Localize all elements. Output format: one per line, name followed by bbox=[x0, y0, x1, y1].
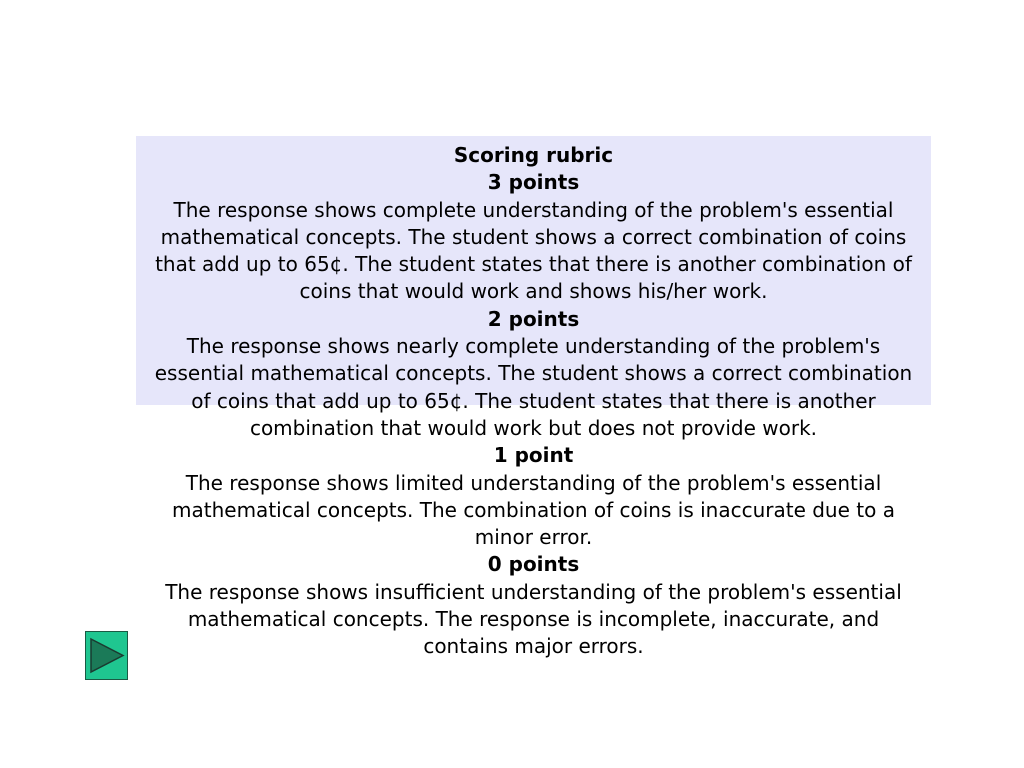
scoring-rubric bbox=[136, 142, 931, 661]
level-3-heading: 3 points bbox=[487, 170, 580, 195]
level-2-description: The response shows nearly complete understanding of the problem's essential mathematical concepts. The student shows a correct combination of coins that add up to 65¢. The student states that there is another combination that would work but does not provide work. bbox=[154, 334, 913, 440]
level-0-description: The response shows insufficient understanding of the problem's essential mathematical concepts. The response is incomplete, inaccurate, and contains major errors. bbox=[165, 579, 902, 659]
play-arrow-icon bbox=[86, 632, 127, 679]
level-1-description: The response shows limited understanding of the problem's essential mathematical concepts. The combination of coins is inaccurate due to a minor error. bbox=[172, 470, 895, 550]
level-1-heading: 1 point bbox=[493, 443, 574, 468]
rubric-title: Scoring rubric bbox=[453, 143, 614, 167]
level-3-description: The response shows complete understanding of the problem's essential mathematical concepts. The student shows a correct combination of coins that add up to 65¢. The student states that there is another combination of coins that would work and shows his/her work. bbox=[155, 197, 912, 304]
next-slide-button[interactable] bbox=[85, 631, 128, 680]
level-2-heading: 2 points bbox=[487, 306, 580, 331]
level-0-heading: 0 points bbox=[487, 552, 580, 577]
